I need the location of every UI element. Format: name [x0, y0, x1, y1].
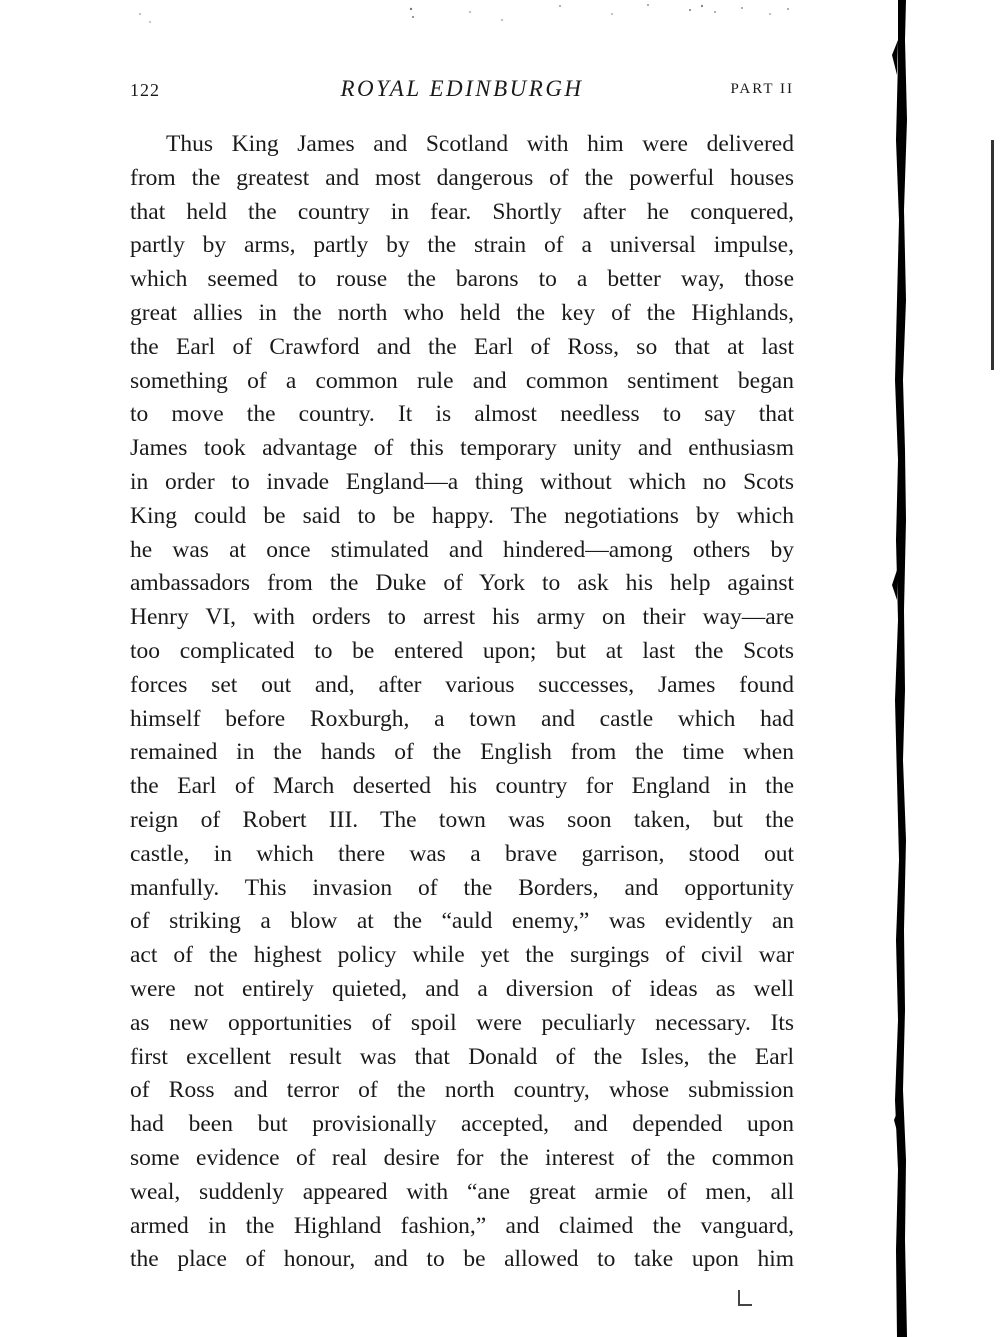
text-line: act of the highest policy while yet the surgings of civil war [130, 942, 794, 969]
page-number: 122 [130, 80, 160, 100]
text-line: too complicated to be entered upon; but at last the Scots [130, 637, 794, 664]
text-line: weal, suddenly appeared with “ane great armie of men, all [130, 1178, 794, 1205]
running-title: ROYAL EDINBURGH [340, 76, 584, 101]
text-line: from the greatest and most dangerous of the powerful houses [130, 164, 794, 191]
page-edge-mark [991, 140, 994, 370]
text-line: in order to invade England—a thing without which no Scots [130, 468, 794, 495]
text-line: the place of honour, and to be allowed to take upon him [130, 1246, 794, 1273]
text-line: some evidence of real desire for the interest of the common [130, 1144, 794, 1171]
text-line: he was at once stimulated and hindered—among others by [130, 536, 794, 563]
text-line: King could be said to be happy. The negotiations by which [130, 502, 794, 529]
text-line: that held the country in fear. Shortly after he conquered, [130, 198, 794, 225]
text-line: Thus King James and Scotland with him were delivered [166, 131, 794, 157]
text-line: James took advantage of this temporary unity and enthusiasm [130, 435, 794, 462]
text-line: had been but provisionally accepted, and depended upon [130, 1111, 794, 1138]
text-line: as new opportunities of spoil were peculiarly necessary. Its [130, 1009, 794, 1036]
text-line: armed in the Highland fashion,” and claimed the vanguard, [130, 1212, 794, 1239]
part-label: PART II [730, 81, 794, 97]
print-mark [738, 1290, 752, 1306]
text-line: himself before Roxburgh, a town and castle which had [130, 705, 794, 732]
text-line: something of a common rule and common sentiment began [130, 367, 794, 394]
text-line: great allies in the north who held the key of the Highlands, [130, 299, 794, 326]
text-line: castle, in which there was a brave garrison, stood out [130, 840, 794, 867]
running-header [130, 76, 794, 106]
body-text [130, 128, 794, 1277]
text-line: of striking a blow at the “auld enemy,” was evidently an [130, 908, 794, 935]
text-line: the Earl of March deserted his country for England in the [130, 773, 794, 800]
text-line: were not entirely quieted, and a diversion of ideas as well [130, 975, 794, 1002]
text-line: reign of Robert III. The town was soon taken, but the [130, 806, 794, 833]
text-line: first excellent result was that Donald of the Isles, the Earl [130, 1043, 794, 1070]
text-line: which seemed to rouse the barons to a better way, those [130, 266, 794, 293]
text-line: ambassadors from the Duke of York to ask his help against [130, 570, 794, 597]
text-line: manfully. This invasion of the Borders, and opportunity [130, 874, 794, 901]
text-line: to move the country. It is almost needless to say that [130, 401, 794, 428]
text-line: Henry VI, with orders to arrest his army on their way—are [130, 604, 794, 631]
text-line: partly by arms, partly by the strain of a universal impulse, [130, 232, 794, 259]
text-line: of Ross and terror of the north country, whose submission [130, 1077, 794, 1104]
scan-speckles [0, 0, 1000, 60]
text-line: the Earl of Crawford and the Earl of Ross, so that at last [130, 333, 794, 360]
text-line: forces set out and, after various successes, James found [130, 671, 794, 698]
text-line: remained in the hands of the English from the time when [130, 739, 794, 766]
binding-shadow [892, 0, 910, 1337]
